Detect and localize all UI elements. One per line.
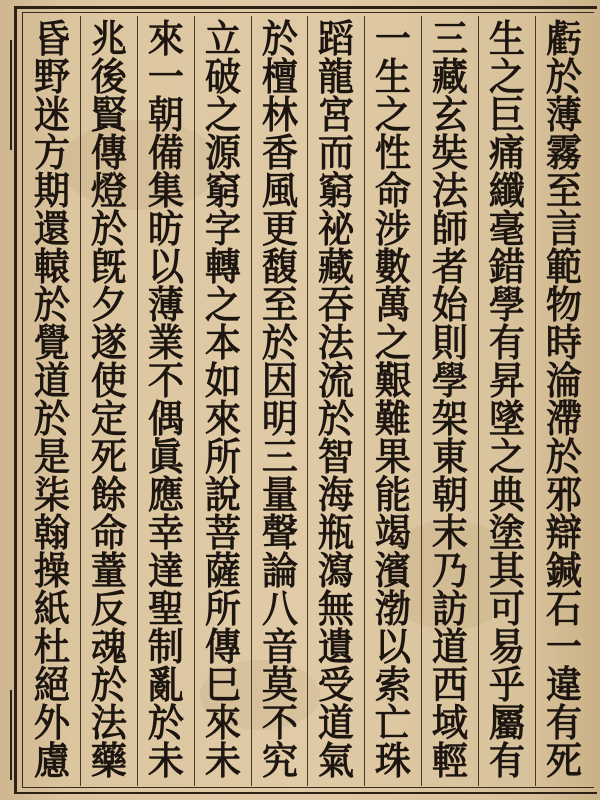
text-column [80,16,137,786]
character: 虧 [545,16,583,61]
character: 則 [432,320,469,365]
character: 朝 [147,92,184,137]
character: 以 [375,624,412,669]
character: 架 [432,396,469,441]
character: 後 [90,54,127,99]
character: 源 [204,130,241,175]
character: 瀉 [318,548,355,593]
character: 其 [489,548,526,593]
character: 玄 [432,92,469,137]
character: 藏 [318,244,355,289]
character: 涉 [375,206,412,251]
character: 訪 [432,586,469,631]
character: 於 [90,662,127,707]
character: 淪 [545,358,583,403]
character: 業 [147,320,184,365]
character: 覺 [33,320,70,365]
character: 柒 [33,472,70,517]
character: 是 [33,434,70,479]
character: 薄 [545,92,583,137]
character: 艱 [375,358,412,403]
character: 奘 [432,130,469,175]
character: 明 [261,396,298,441]
character: 石 [545,586,583,631]
character: 音 [261,624,298,669]
character: 朝 [432,472,469,517]
character: 本 [204,320,241,365]
character: 至 [545,168,583,213]
character: 索 [375,662,412,707]
character: 慮 [33,738,70,783]
character: 之 [489,434,526,479]
character: 達 [147,548,184,593]
character: 受 [318,662,355,707]
character: 東 [432,434,469,479]
character: 於 [147,700,184,745]
character: 一 [147,54,184,99]
character: 氣 [318,738,355,783]
character: 師 [432,206,469,251]
character: 死 [90,434,127,479]
character: 時 [545,320,583,365]
character: 道 [33,358,70,403]
character: 竭 [375,510,412,555]
character: 轅 [33,244,70,289]
character: 說 [204,472,241,517]
character: 三 [432,16,469,61]
character: 典 [489,472,526,517]
character: 數 [375,244,412,289]
character: 之 [375,320,412,365]
character: 無 [318,586,355,631]
character: 巨 [489,92,526,137]
character: 墜 [489,396,526,441]
character: 毫 [489,206,526,251]
character: 魂 [90,624,127,669]
character: 法 [432,168,469,213]
text-column [478,16,535,786]
character: 瓶 [318,510,355,555]
character: 難 [375,396,412,441]
character: 於 [90,206,127,251]
character: 者 [432,244,469,289]
character: 菩 [204,510,241,555]
character: 於 [545,54,583,99]
character: 鍼 [545,548,583,593]
character: 林 [261,92,298,137]
text-column [421,16,478,786]
character: 更 [261,206,298,251]
character: 言 [545,206,583,251]
character: 因 [261,358,298,403]
character: 流 [318,358,355,403]
character: 量 [261,472,298,517]
character: 昏 [33,16,70,61]
character: 濱 [375,548,412,593]
character: 期 [33,168,70,213]
character: 絕 [33,662,70,707]
character: 偶 [147,396,184,441]
vertical-text-block [24,16,592,786]
character: 聲 [261,510,298,555]
text-column [251,16,308,786]
character: 不 [261,700,298,745]
character: 杜 [33,624,70,669]
character: 夕 [90,282,127,327]
character: 賢 [90,92,127,137]
character: 智 [318,434,355,479]
character: 論 [261,548,298,593]
character: 傳 [204,624,241,669]
character: 辯 [545,510,583,555]
character: 學 [432,358,469,403]
character: 末 [432,510,469,555]
binding-edge-mark [0,40,12,150]
character: 易 [489,624,526,669]
text-column [535,16,592,786]
character: 所 [204,434,241,479]
text-column [194,16,251,786]
character: 果 [375,434,412,479]
character: 輕 [432,738,469,783]
character: 窮 [318,168,355,213]
character: 有 [489,738,526,783]
character: 制 [147,624,184,669]
character: 之 [375,92,412,137]
text-column [307,16,364,786]
character: 渤 [375,586,412,631]
character: 道 [318,700,355,745]
character: 旣 [90,244,127,289]
character: 而 [318,130,355,175]
character: 域 [432,700,469,745]
character: 薄 [147,282,184,327]
character: 所 [204,586,241,631]
character: 亂 [147,662,184,707]
character: 昇 [489,358,526,403]
character: 未 [147,738,184,783]
character: 至 [261,282,298,327]
character: 使 [90,358,127,403]
character: 有 [545,700,583,745]
character: 昉 [147,206,184,251]
text-column [364,16,421,786]
character: 一 [545,624,583,669]
character: 來 [147,16,184,61]
text-column [137,16,194,786]
character: 錯 [489,244,526,289]
character: 如 [204,358,241,403]
character: 以 [147,244,184,289]
character: 霧 [545,130,583,175]
character: 始 [432,282,469,327]
character: 薩 [204,548,241,593]
character: 操 [33,548,70,593]
character: 違 [545,662,583,707]
character: 於 [261,320,298,365]
character: 集 [147,168,184,213]
character: 不 [147,358,184,403]
character: 能 [375,472,412,517]
character: 遺 [318,624,355,669]
character: 紙 [33,586,70,631]
character: 死 [545,738,583,783]
character: 亡 [375,700,412,745]
character: 範 [545,244,583,289]
character: 餘 [90,472,127,517]
character: 風 [261,168,298,213]
character: 莫 [261,662,298,707]
character: 應 [147,472,184,517]
character: 八 [261,586,298,631]
character: 翰 [33,510,70,555]
character: 於 [33,396,70,441]
character: 法 [318,320,355,365]
character: 備 [147,130,184,175]
character: 兆 [90,16,127,61]
character: 轉 [204,244,241,289]
character: 之 [204,92,241,137]
text-column [24,16,80,786]
character: 馥 [261,244,298,289]
character: 於 [33,282,70,327]
character: 物 [545,282,583,327]
character: 窮 [204,168,241,213]
character: 幸 [147,510,184,555]
binding-edge-mark [0,690,12,780]
character: 一 [375,16,412,61]
character: 於 [318,396,355,441]
character: 反 [90,586,127,631]
character: 萬 [375,282,412,327]
character: 乃 [432,548,469,593]
character: 眞 [147,434,184,479]
character: 有 [489,320,526,365]
character: 來 [204,396,241,441]
character: 生 [489,16,526,61]
character: 海 [318,472,355,517]
character: 燈 [90,168,127,213]
character: 蕫 [90,548,127,593]
character: 於 [545,434,583,479]
character: 聖 [147,586,184,631]
character: 破 [204,54,241,99]
character: 藏 [432,54,469,99]
character: 究 [261,738,298,783]
character: 蹈 [318,16,355,61]
character: 傳 [90,130,127,175]
character: 方 [33,130,70,175]
character: 還 [33,206,70,251]
character: 巳 [204,662,241,707]
character: 字 [204,206,241,251]
character: 迷 [33,92,70,137]
character: 纖 [489,168,526,213]
character: 遂 [90,320,127,365]
character: 邪 [545,472,583,517]
character: 之 [204,282,241,327]
character: 野 [33,54,70,99]
character: 未 [204,738,241,783]
character: 道 [432,624,469,669]
character: 香 [261,130,298,175]
character: 檀 [261,54,298,99]
character: 立 [204,16,241,61]
character: 命 [90,510,127,555]
character: 藥 [90,738,127,783]
character: 外 [33,700,70,745]
character: 珠 [375,738,412,783]
character: 吞 [318,282,355,327]
character: 塗 [489,510,526,555]
character: 之 [489,54,526,99]
character: 滯 [545,396,583,441]
character: 屬 [489,700,526,745]
character: 宮 [318,92,355,137]
character: 可 [489,586,526,631]
character: 西 [432,662,469,707]
character: 性 [375,130,412,175]
character: 痛 [489,130,526,175]
character: 生 [375,54,412,99]
character: 乎 [489,662,526,707]
character: 龍 [318,54,355,99]
character: 祕 [318,206,355,251]
character: 學 [489,282,526,327]
character: 於 [261,16,298,61]
character: 三 [261,434,298,479]
character: 法 [90,700,127,745]
character: 來 [204,700,241,745]
character: 定 [90,396,127,441]
character: 命 [375,168,412,213]
